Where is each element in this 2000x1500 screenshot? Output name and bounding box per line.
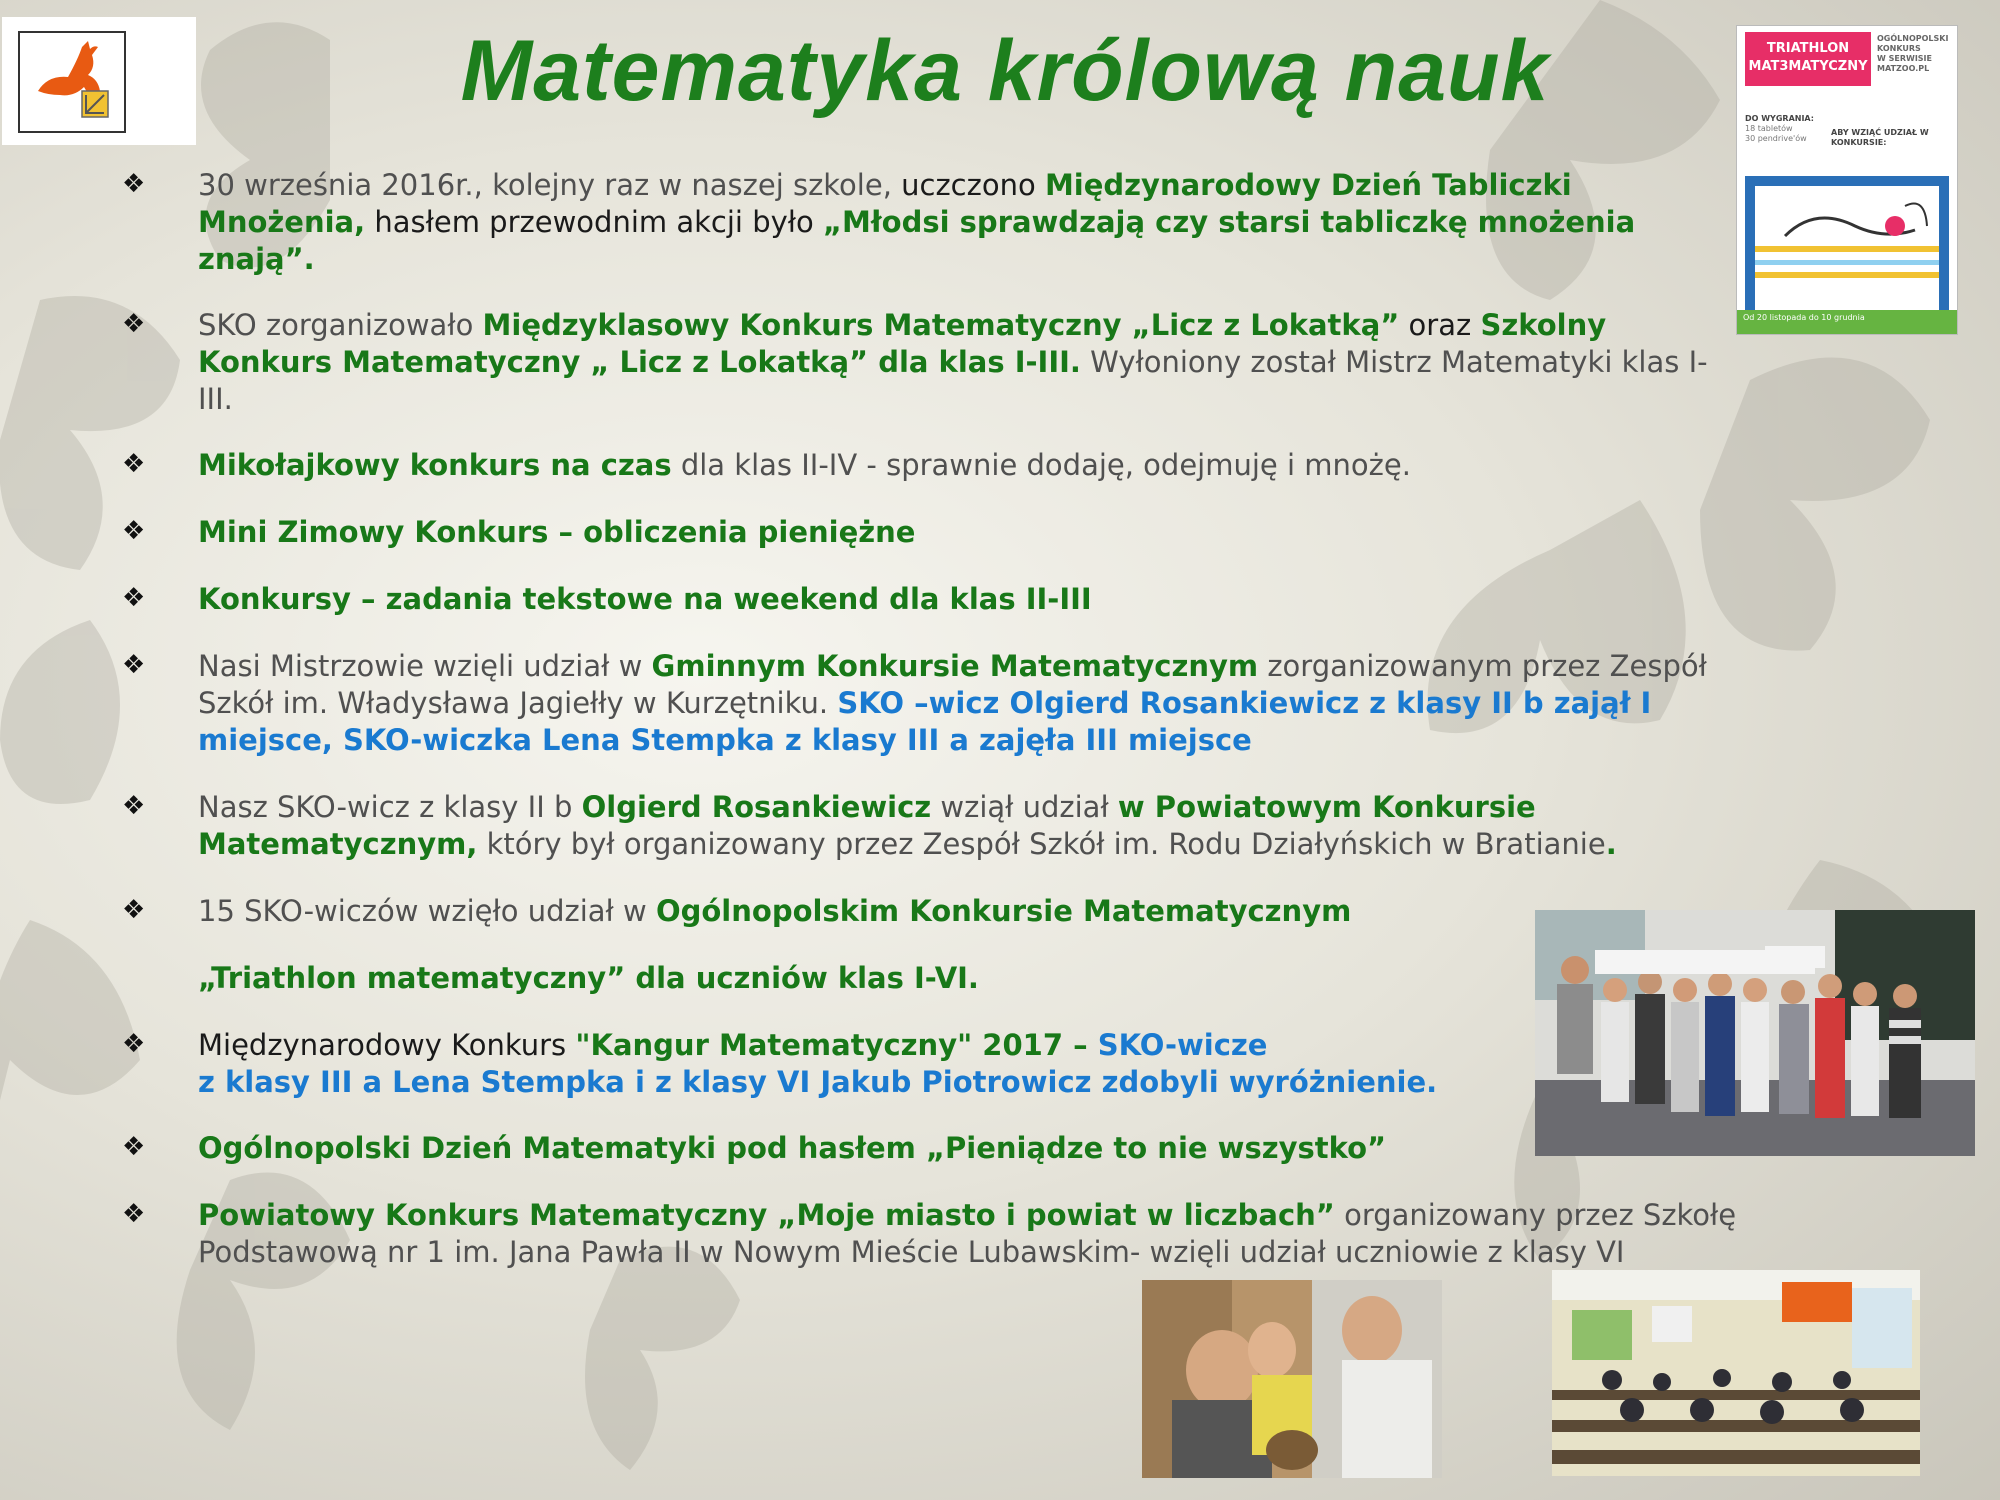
item-text-run: Nasz SKO-wicz z klasy II b — [198, 790, 582, 824]
list-item — [198, 789, 1738, 863]
poster-swimmer-image — [1745, 176, 1949, 321]
item-text-run: organizowany przez Szkołę Podstawową nr 1 im. Jana Pawła II w Nowym Mieście Lubawskim- wzięli udział uczniowie z klasy VI — [198, 1198, 1737, 1269]
list-item — [198, 307, 1718, 418]
four-diamond-bullet-icon: ❖ — [122, 895, 146, 925]
item-text-run: który był organizowany przez Zespół Szkół im. Rodu Działyńskich w Bratianie — [477, 827, 1606, 861]
item-text-run: hasłem przewodnim akcji było — [365, 205, 823, 239]
item-text-run: z klasy III a Lena Stempka i z klasy VI Jakub Piotrowicz zdobyli wyróżnienie. — [198, 1065, 1438, 1099]
list-item — [198, 648, 1738, 759]
students-activity-photo — [1142, 1280, 1442, 1478]
item-text-run: Wyłoniony został Mistrz Matematyki klas I-III. — [198, 345, 1708, 416]
students-group-photo — [1535, 910, 1975, 1156]
item-text-run: w Powiatowym Konkursie Matematycznym, — [198, 790, 1536, 861]
item-text-run: 30 września 2016r., kolejny raz w naszej szkole, — [198, 168, 902, 202]
list-item — [198, 514, 1738, 551]
four-diamond-bullet-icon: ❖ — [122, 1132, 146, 1162]
four-diamond-bullet-icon: ❖ — [122, 1029, 146, 1059]
poster-side-2: KONKURS — [1877, 44, 1921, 53]
four-diamond-bullet-icon: ❖ — [122, 449, 146, 479]
poster-side-text — [1877, 34, 1953, 74]
poster-rules-label: ABY WZIĄĆ UDZIAŁ W KONKURSIE: — [1831, 128, 1929, 147]
item-text-run: wziął udział — [931, 790, 1118, 824]
item-text-run: Gminnym Konkursie Matematycznym — [651, 649, 1259, 683]
list-item — [198, 447, 1738, 484]
list-item — [198, 893, 1738, 930]
item-text-run: SKO –wicz Olgierd Rosankiewicz z klasy II b zajął I miejsce, SKO-wiczka Lena Stempka z klasy III a zajęła III miejsce — [198, 686, 1652, 757]
poster-side-3: W SERWISIE — [1877, 54, 1932, 63]
item-text-run: . — [1605, 827, 1617, 861]
item-text-run: 15 SKO-wiczów wzięło udział w — [198, 894, 656, 928]
item-text-run: Olgierd Rosankiewicz — [581, 790, 932, 824]
four-diamond-bullet-icon: ❖ — [122, 1199, 146, 1229]
item-text-run: Ogólnopolskim Konkursie Matematycznym — [655, 894, 1352, 928]
poster-footer: Od 20 listopada do 10 grudnia — [1737, 310, 1957, 334]
item-text-run: SKO-wicze — [1097, 1028, 1268, 1062]
item-text-run: "Kangur Matematyczny" 2017 – — [575, 1028, 1098, 1062]
item-text-run: oraz — [1399, 308, 1481, 342]
four-diamond-bullet-icon: ❖ — [122, 583, 146, 613]
four-diamond-bullet-icon: ❖ — [122, 309, 146, 339]
four-diamond-bullet-icon: ❖ — [122, 169, 146, 199]
item-text-run: dla klas II-IV - sprawnie dodaję, odejmuję i mnożę. — [671, 448, 1411, 482]
item-text-run: SKO zorganizowało — [198, 308, 483, 342]
item-text-run: Mikołajkowy konkurs na czas — [198, 448, 672, 482]
item-text-run: zorganizowanym przez Zespół Szkół im. Władysława Jagiełły w Kurzętniku. — [198, 649, 1707, 720]
poster-side-4: MATZOO.PL — [1877, 64, 1930, 73]
item-text-run: uczczono — [901, 168, 1045, 202]
poster-headline-1: TRIATHLON — [1766, 41, 1850, 56]
poster-prize-1: 18 tabletów — [1745, 124, 1793, 133]
poster-info — [1745, 114, 1951, 172]
triathlon-poster — [1736, 25, 1958, 335]
list-item — [198, 960, 1738, 997]
school-logo — [2, 17, 196, 145]
poster-prize-label: DO WYGRANIA: — [1745, 114, 1814, 123]
item-text-run: „Triathlon matematyczny” dla uczniów klas I-VI. — [198, 961, 979, 995]
four-diamond-bullet-icon: ❖ — [122, 791, 146, 821]
item-text-run: Ogólnopolski Dzień Matematyki pod hasłem „Pieniądze to nie wszystko” — [198, 1131, 1387, 1165]
poster-side-1: OGÓLNOPOLSKI — [1877, 34, 1949, 43]
item-text-run: Nasi Mistrzowie wzięli udział w — [198, 649, 652, 683]
item-text-run: Konkursy – zadania tekstowe na weekend dla klas II-III — [198, 582, 1092, 616]
classroom-photo — [1552, 1270, 1920, 1476]
item-text-run: Międzynarodowy Dzień Tabliczki Mnożenia, — [198, 168, 1572, 239]
item-text-run: Międzyklasowy Konkurs Matematyczny „Licz z Lokatką” — [482, 308, 1400, 342]
item-text-run: Powiatowy Konkurs Matematyczny „Moje miasto i powiat w liczbach” — [198, 1198, 1335, 1232]
list-item — [198, 581, 1738, 618]
four-diamond-bullet-icon: ❖ — [122, 516, 146, 546]
list-item — [198, 1130, 1738, 1167]
list-item — [198, 1197, 1738, 1271]
four-diamond-bullet-icon: ❖ — [122, 650, 146, 680]
page-title: Matematyka królową nauk — [460, 23, 1550, 119]
kangaroo-logo-icon — [18, 31, 126, 133]
list-item — [198, 1027, 1568, 1101]
poster-prize-2: 30 pendrive'ów — [1745, 134, 1807, 143]
poster-headline-2: MAT3MATYCZNY — [1748, 59, 1868, 74]
item-text-run: Mini Zimowy Konkurs – obliczenia pieniężne — [198, 515, 916, 549]
poster-headline — [1745, 32, 1871, 86]
item-text-run: „Młodsi sprawdzają czy starsi tabliczkę mnożenia znają”. — [198, 205, 1636, 276]
list-item — [198, 167, 1718, 278]
item-text-run: Międzynarodowy Konkurs — [198, 1028, 576, 1062]
item-text-run: Szkolny Konkurs Matematyczny „ Licz z Lokatką” dla klas I-III. — [198, 308, 1607, 379]
